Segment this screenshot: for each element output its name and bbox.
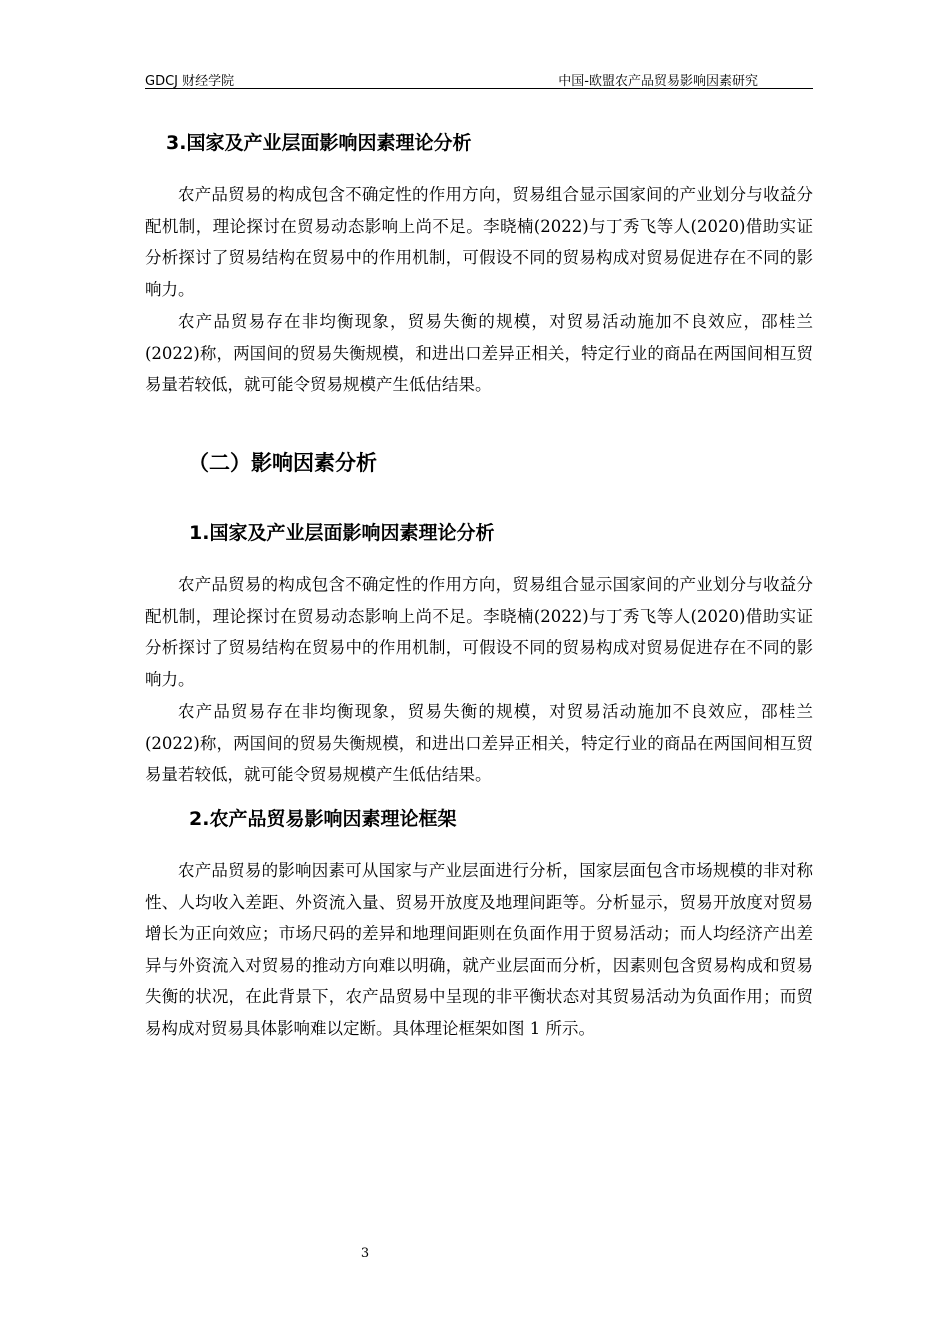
section-heading-3: 3.国家及产业层面影响因素理论分析 bbox=[166, 132, 472, 154]
paragraph: 农产品贸易存在非均衡现象，贸易失衡的规模，对贸易活动施加不良效应，邵桂兰(2022)称，两国间的贸易失衡规模，和进出口差异正相关，特定行业的商品在两国间相互贸易量若较低，就可能令贸易规模产生低估结果。 bbox=[145, 312, 813, 395]
part-heading: （二）影响因素分析 bbox=[188, 451, 377, 475]
paragraph: 农产品贸易存在非均衡现象，贸易失衡的规模，对贸易活动施加不良效应，邵桂兰(2022)称，两国间的贸易失衡规模，和进出口差异正相关，特定行业的商品在两国间相互贸易量若较低，就可能令贸易规模产生低估结果。 bbox=[145, 702, 813, 785]
paragraph: 农产品贸易的影响因素可从国家与产业层面进行分析，国家层面包含市场规模的非对称性、人均收入差距、外资流入量、贸易开放度及地理间距等。分析显示，贸易开放度对贸易增长为正向效应；市场尺码的差异和地理间距则在负面作用于贸易活动；而人均经济产出差异与外资流入对贸易的推动方向难以明确，就产业层面而分析，因素则包含贸易构成和贸易失衡的状况，在此背景下，农产品贸易中呈现的非平衡状态对其贸易活动为负面作用；而贸易构成对贸易具体影响难以定断。具体理论框架如图 1 所示。 bbox=[145, 861, 813, 1038]
paragraph: 农产品贸易的构成包含不确定性的作用方向，贸易组合显示国家间的产业划分与收益分配机制，理论探讨在贸易动态影响上尚不足。李晓楠(2022)与丁秀飞等人(2020)借助实证分析探讨了贸易结构在贸易中的作用机制，可假设不同的贸易构成对贸易促进存在不同的影响力。 bbox=[145, 185, 813, 299]
page-number: 3 bbox=[360, 1246, 370, 1261]
section-heading-1: 1.国家及产业层面影响因素理论分析 bbox=[189, 522, 495, 544]
paragraph: 农产品贸易的构成包含不确定性的作用方向，贸易组合显示国家间的产业划分与收益分配机制，理论探讨在贸易动态影响上尚不足。李晓楠(2022)与丁秀飞等人(2020)借助实证分析探讨了贸易结构在贸易中的作用机制，可假设不同的贸易构成对贸易促进存在不同的影响力。 bbox=[145, 575, 813, 689]
header-right-text: 中国-欧盟农产品贸易影响因素研究 bbox=[558, 74, 758, 89]
header-left-text: GDCJ 财经学院 bbox=[145, 74, 235, 89]
header-divider bbox=[145, 88, 813, 89]
section-heading-2: 2.农产品贸易影响因素理论框架 bbox=[189, 808, 457, 830]
